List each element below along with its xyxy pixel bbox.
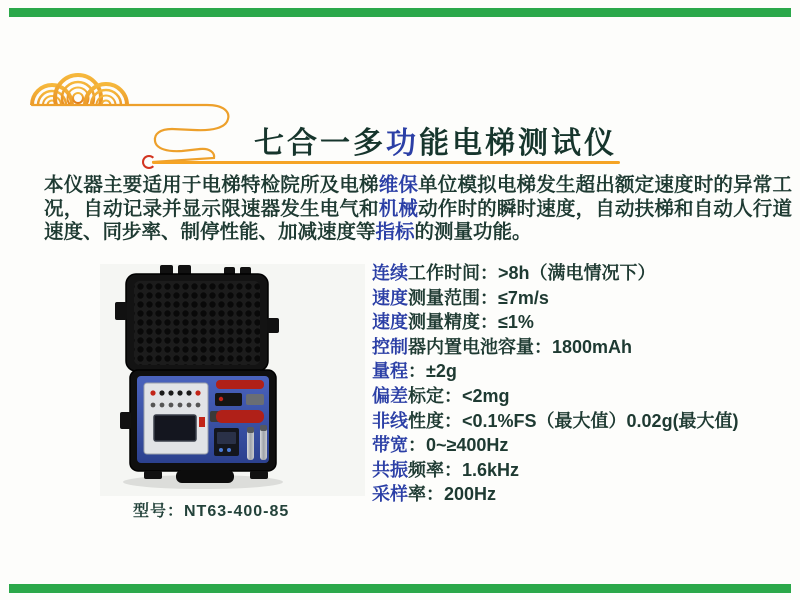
intro-highlight: 维保 bbox=[378, 174, 419, 196]
spec-line: 带宽：0~≥400Hz bbox=[372, 435, 509, 456]
title-text-tail: 能电梯测试仪 bbox=[419, 127, 617, 160]
spec-line: 非线性度：<0.1%FS（最大值）0.02g(最大值) bbox=[372, 410, 739, 431]
spec-line: 偏差标定：<2mg bbox=[372, 385, 510, 406]
spec-line: 量程：±2g bbox=[372, 361, 457, 382]
red-tool-1 bbox=[216, 380, 264, 389]
intro-highlight: 指标 bbox=[375, 221, 415, 243]
intro-segment: 单位模拟电梯发生超出额定速度时的异常工况，自动记录并显示限速器发生电气和 bbox=[44, 174, 792, 220]
intro-segment: 动作时的瞬时速度，自动扶梯和自动人行道速度、同步率、制停性能、加减速度等 bbox=[44, 197, 792, 243]
spec-line: 共振频率：1.6kHz bbox=[372, 459, 520, 480]
black-device bbox=[215, 393, 264, 406]
intro-segment: 的测量功能。 bbox=[414, 221, 532, 243]
mini-display-device bbox=[214, 428, 239, 456]
intro-highlight: 机械 bbox=[378, 197, 419, 220]
intro-paragraph bbox=[44, 174, 792, 245]
top-border-bar bbox=[9, 8, 791, 17]
bottom-border-bar bbox=[9, 584, 791, 593]
spec-line: 速度测量范围：≤7m/s bbox=[372, 287, 549, 308]
controller-screen bbox=[154, 415, 196, 441]
red-tool-2 bbox=[210, 410, 264, 423]
spec-line: 控制器内置电池容量：1800mAh bbox=[372, 336, 633, 357]
spec-line: 采样率：200Hz bbox=[372, 484, 497, 505]
case-base bbox=[120, 370, 276, 471]
cloud-ornament-icon bbox=[22, 58, 242, 170]
intro-segment: 本仪器主要适用于电梯特检院所及电梯 bbox=[44, 174, 379, 196]
lid-foam bbox=[134, 281, 260, 365]
spec-line: 连续工作时间：>8h（满电情况下） bbox=[372, 263, 656, 283]
model-number: 型号：NT63-400-85 bbox=[133, 503, 290, 520]
controller-unit bbox=[144, 383, 208, 454]
case-lid bbox=[115, 274, 279, 371]
spec-line: 速度测量精度：≤1% bbox=[372, 312, 534, 333]
title-accent-char: 功 bbox=[386, 127, 419, 160]
page-title bbox=[254, 118, 644, 162]
title-text: 七合一多 bbox=[254, 127, 386, 160]
underline-red-curl-icon bbox=[142, 155, 156, 169]
product-photo bbox=[100, 264, 365, 496]
spec-list bbox=[372, 259, 792, 505]
title-underline bbox=[152, 161, 620, 164]
